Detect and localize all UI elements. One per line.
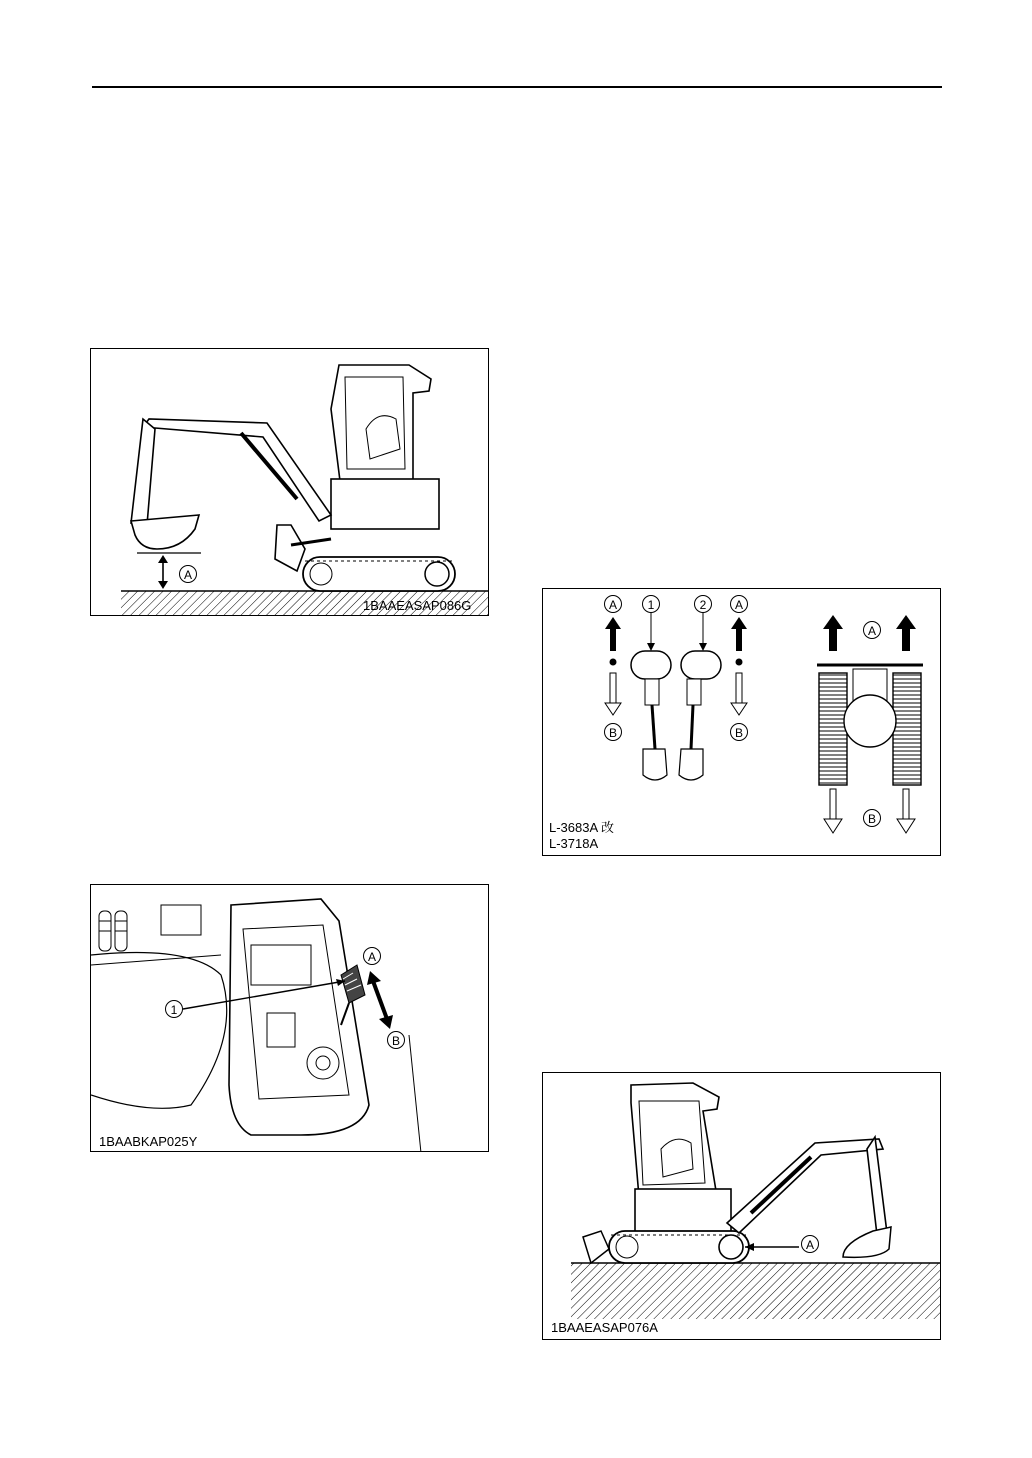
callout-2: 2 [694,595,712,613]
figure-code: 1BAAEASAP076A [551,1320,658,1335]
callout-a: A [363,947,381,965]
callout-b-left: B [604,723,622,741]
figure-code: 1BAAEASAP086G [363,598,472,613]
callout-b-tracks: B [863,809,881,827]
callout-b-right: B [730,723,748,741]
callout-a-left: A [604,595,622,613]
callout-a: A [801,1235,819,1253]
figure-lever [90,884,489,1152]
figure-bucket-height [90,348,489,616]
callout-a: A [179,565,197,583]
figure-travel-levers [542,588,941,856]
figure-code: 1BAABKAP025Y [99,1134,198,1149]
callout-a-tracks: A [863,621,881,639]
callout-1: 1 [642,595,660,613]
excavator-drawing-side-view [91,349,489,616]
callout-b: B [387,1031,405,1049]
ground-hatch [571,1263,941,1319]
figure-sprocket [542,1072,941,1340]
travel-lever-diagram [543,589,941,856]
figure-code-1: L-3683A 改 [549,820,615,835]
figure-code-2: L-3718A [549,836,599,851]
callout-a-right: A [730,595,748,613]
console-lever-drawing [91,885,489,1152]
excavator-drawing-reverse-view [543,1073,941,1340]
callout-1: 1 [165,1000,183,1018]
header-rule [92,86,942,88]
